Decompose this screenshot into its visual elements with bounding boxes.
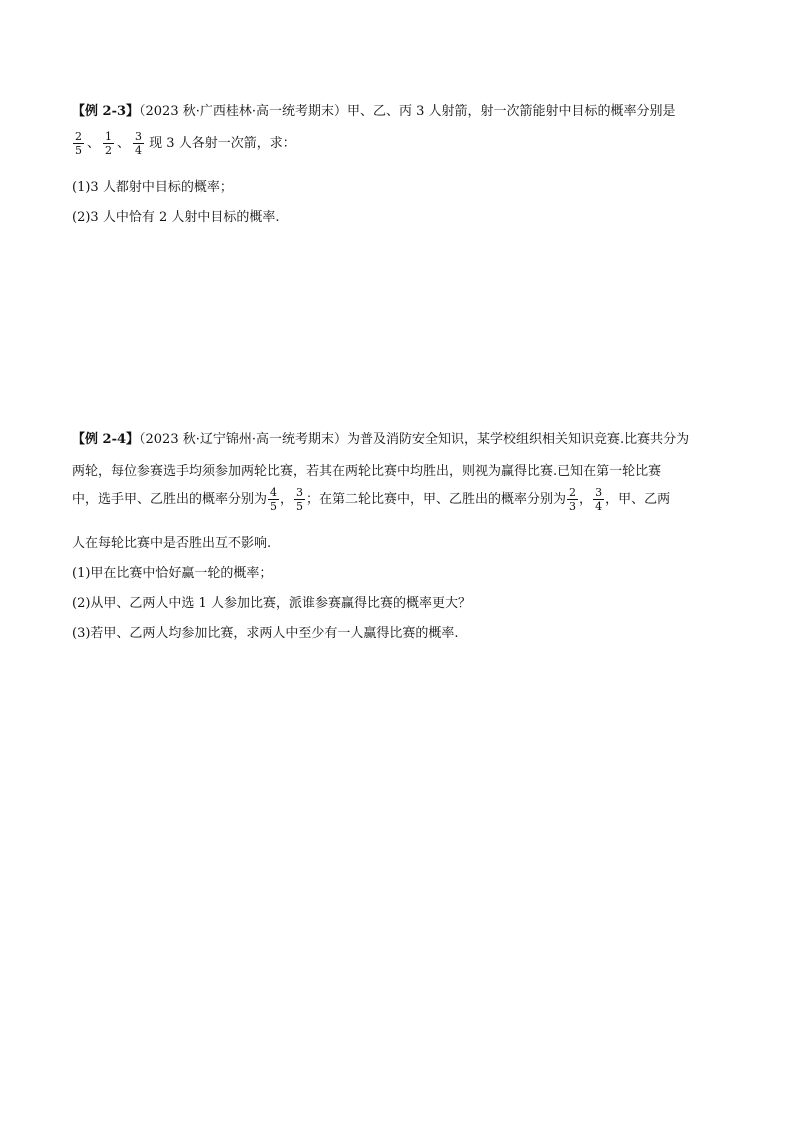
example-stem-text: ，甲、乙两 <box>605 492 671 507</box>
example-source: （2023 秋·广西桂林·高一统考期末） <box>139 104 347 119</box>
example-2-4-line-3 <box>72 486 670 513</box>
example-tag: 【例 2-3】 <box>72 104 140 119</box>
question-1: (1)3 人都射中目标的概率； <box>72 180 233 195</box>
fraction: $\frac{2}{5}$ <box>75 130 82 157</box>
fraction: $\frac{1}{2}$ <box>105 130 113 157</box>
example-stem-text: 中，选手甲、乙胜出的概率分别为 <box>72 492 268 507</box>
fraction: $\frac{3}{4}$ <box>135 130 143 157</box>
fraction: $\frac{2}{3}$ <box>569 486 577 513</box>
example-2-4-line-2: 两轮，每位参赛选手均须参加两轮比赛，若其在两轮比赛中均胜出，则视为赢得比赛.已知在第一轮比赛 <box>72 464 662 479</box>
separator: ， <box>579 492 593 507</box>
question-3: (3)若甲、乙两人均参加比赛，求两人中至少有一人赢得比赛的概率. <box>72 626 459 641</box>
separator: 、 <box>87 136 101 151</box>
fraction: $\frac{3}{4}$ <box>595 486 603 513</box>
question-2: (2)从甲、乙两人中选 1 人参加比赛，派谁参赛赢得比赛的概率更大？ <box>72 596 471 611</box>
fraction: $\frac{4}{5}$ <box>270 486 278 513</box>
separator: ， <box>280 492 294 507</box>
example-stem-text: ；在第二轮比赛中，甲、乙胜出的概率分别为 <box>306 492 567 507</box>
separator: 、 <box>117 136 131 151</box>
example-2-4-line-4: 人在每轮比赛中是否胜出互不影响. <box>72 536 272 551</box>
example-2-3-stem <box>72 100 676 119</box>
example-2-3-fractions-line <box>72 130 296 157</box>
example-tag: 【例 2-4】 <box>72 432 140 447</box>
example-stem-text: 甲、乙、丙 3 人射箭，射一次箭能射中目标的概率分别是 <box>347 104 676 119</box>
example-2-4-line-1 <box>72 428 689 447</box>
question-2: (2)3 人中恰有 2 人射中目标的概率. <box>72 210 280 225</box>
example-source: （2023 秋·辽宁锦州·高一统考期末） <box>139 432 347 447</box>
question-1: (1)甲在比赛中恰好赢一轮的概率； <box>72 566 273 581</box>
fraction: $\frac{3}{5}$ <box>296 486 304 513</box>
example-stem-text: 现 3 人各射一次箭，求： <box>149 136 296 151</box>
example-stem-text: 为普及消防安全知识，某学校组织相关知识竞赛.比赛共分为 <box>347 432 690 447</box>
